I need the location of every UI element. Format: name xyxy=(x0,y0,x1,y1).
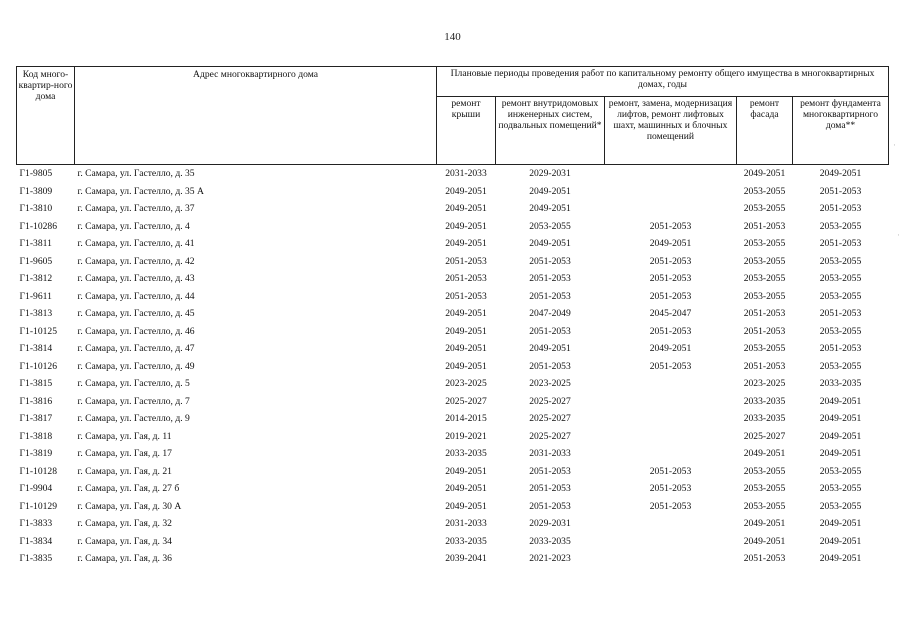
cell-address: г. Самара, ул. Гастелло, д. 7 xyxy=(77,395,190,407)
cell-engineering: 2025-2027 xyxy=(529,413,571,425)
table-row xyxy=(17,270,889,288)
cell-foundation: 2053-2055 xyxy=(819,465,862,477)
table-body xyxy=(17,165,889,568)
cell-foundation: 2049-2051 xyxy=(819,535,862,547)
cell-foundation: 2053-2055 xyxy=(819,483,862,495)
cell-facade: 2053-2055 xyxy=(743,465,786,477)
cell-lifts xyxy=(605,393,737,411)
cell-facade: 2051-2053 xyxy=(743,220,786,232)
cell-roof: 2049-2051 xyxy=(445,500,487,512)
cell-facade: 2053-2055 xyxy=(743,203,786,215)
cell-roof: 2049-2051 xyxy=(445,325,487,337)
cell-address: г. Самара, ул. Гая, д. 17 xyxy=(77,448,172,460)
cell-address: г. Самара, ул. Гастелло, д. 42 xyxy=(77,255,195,267)
table-row xyxy=(17,428,889,446)
table-row xyxy=(17,445,889,463)
cell-engineering: 2051-2053 xyxy=(529,290,571,302)
cell-address: г. Самара, ул. Гастелло, д. 49 xyxy=(77,360,195,372)
cell-address: г. Самара, ул. Гастелло, д. 45 xyxy=(77,308,195,320)
cell-code: Г1-9611 xyxy=(19,290,52,302)
cell-foundation: 2049-2051 xyxy=(819,168,862,180)
cell-lifts xyxy=(605,200,737,218)
cell-facade: 2053-2055 xyxy=(743,483,786,495)
cell-foundation: 2051-2053 xyxy=(819,308,862,320)
cell-address: г. Самара, ул. Гастелло, д. 41 xyxy=(77,238,195,250)
header-engineering: ремонт внутридомовых инженерных систем, подвальных помещений* xyxy=(496,97,605,165)
table-row xyxy=(17,463,889,481)
cell-facade: 2053-2055 xyxy=(743,500,786,512)
cell-facade: 2051-2053 xyxy=(743,553,786,565)
cell-foundation: 2049-2051 xyxy=(819,553,862,565)
table-row xyxy=(17,165,889,183)
cell-roof: 2031-2033 xyxy=(445,168,487,180)
cell-engineering: 2051-2053 xyxy=(529,255,571,267)
cell-roof: 2049-2051 xyxy=(445,203,487,215)
cell-address: г. Самара, ул. Гастелло, д. 46 xyxy=(77,325,195,337)
cell-code: Г1-3818 xyxy=(19,430,53,442)
header-code: Код много-квартир-ного дома xyxy=(17,67,75,165)
cell-roof: 2049-2051 xyxy=(445,220,487,232)
cell-engineering: 2021-2023 xyxy=(529,553,571,565)
header-roof: ремонт крыши xyxy=(437,97,496,165)
table-row xyxy=(17,393,889,411)
cell-address: г. Самара, ул. Гастелло, д. 5 xyxy=(77,378,190,390)
table-row xyxy=(17,533,889,551)
cell-roof: 2049-2051 xyxy=(445,343,487,355)
cell-engineering: 2049-2051 xyxy=(529,238,571,250)
cell-engineering: 2051-2053 xyxy=(529,500,571,512)
cell-foundation: 2049-2051 xyxy=(819,395,862,407)
cell-roof: 2049-2051 xyxy=(445,308,487,320)
cell-facade: 2033-2035 xyxy=(743,395,786,407)
cell-lifts: 2049-2051 xyxy=(649,343,692,355)
cell-roof: 2049-2051 xyxy=(445,483,487,495)
cell-foundation: 2053-2055 xyxy=(819,255,862,267)
cell-lifts xyxy=(605,183,737,201)
cell-engineering: 2051-2053 xyxy=(529,273,571,285)
table-row xyxy=(17,358,889,376)
cell-roof: 2051-2053 xyxy=(445,255,487,267)
table-row xyxy=(17,218,889,236)
header-lifts: ремонт, замена, модернизация лифтов, ремонт лифтовых шахт, машинных и блочных помещений xyxy=(605,97,737,165)
cell-lifts: 2051-2053 xyxy=(649,465,692,477)
cell-code: Г1-3810 xyxy=(19,203,53,215)
header-facade: ремонт фасада xyxy=(737,97,793,165)
table-row xyxy=(17,288,889,306)
cell-facade: 2053-2055 xyxy=(743,238,786,250)
cell-code: Г1-3834 xyxy=(19,535,53,547)
page-number: 140 xyxy=(444,31,461,43)
cell-facade: 2049-2051 xyxy=(743,518,786,530)
cell-address: г. Самара, ул. Гая, д. 34 xyxy=(77,535,172,547)
cell-foundation: 2049-2051 xyxy=(819,518,862,530)
cell-foundation: 2053-2055 xyxy=(819,500,862,512)
cell-roof: 2049-2051 xyxy=(445,360,487,372)
cell-code: Г1-10128 xyxy=(19,465,58,477)
cell-foundation: 2051-2053 xyxy=(819,203,862,215)
cell-engineering: 2051-2053 xyxy=(529,483,571,495)
repair-schedule-table xyxy=(16,66,889,568)
cell-lifts: 2051-2053 xyxy=(649,483,692,495)
cell-engineering: 2051-2053 xyxy=(529,325,571,337)
cell-address: г. Самара, ул. Гастелло, д. 43 xyxy=(77,273,195,285)
cell-code: Г1-10125 xyxy=(19,325,58,337)
cell-engineering: 2025-2027 xyxy=(529,430,571,442)
cell-address: г. Самара, ул. Гая, д. 21 xyxy=(77,465,172,477)
cell-facade: 2051-2053 xyxy=(743,360,786,372)
cell-foundation: 2051-2053 xyxy=(819,238,862,250)
cell-facade: 2049-2051 xyxy=(743,535,786,547)
cell-code: Г1-9605 xyxy=(19,255,53,267)
cell-lifts xyxy=(605,165,737,183)
cell-address: г. Самара, ул. Гастелло, д. 4 xyxy=(77,220,190,232)
cell-lifts: 2051-2053 xyxy=(649,255,692,267)
cell-facade: 2053-2055 xyxy=(743,290,786,302)
cell-lifts xyxy=(605,410,737,428)
cell-lifts xyxy=(605,428,737,446)
cell-roof: 2051-2053 xyxy=(445,273,487,285)
cell-foundation: 2053-2055 xyxy=(819,360,862,372)
cell-address: г. Самара, ул. Гая, д. 36 xyxy=(77,553,172,565)
cell-facade: 2053-2055 xyxy=(743,343,786,355)
cell-lifts xyxy=(605,533,737,551)
cell-foundation: 2053-2055 xyxy=(819,325,862,337)
cell-address: г. Самара, ул. Гая, д. 32 xyxy=(77,518,172,530)
cell-lifts: 2051-2053 xyxy=(649,273,692,285)
cell-engineering: 2031-2033 xyxy=(529,448,571,460)
cell-code: Г1-10129 xyxy=(19,500,58,512)
cell-facade: 2049-2051 xyxy=(743,448,786,460)
cell-address: г. Самара, ул. Гая, д. 27 б xyxy=(77,483,180,495)
cell-engineering: 2049-2051 xyxy=(529,343,571,355)
cell-engineering: 2053-2055 xyxy=(529,220,571,232)
scan-artifact: · xyxy=(893,140,896,150)
table-row xyxy=(17,183,889,201)
cell-foundation: 2053-2055 xyxy=(819,290,862,302)
cell-facade: 2023-2025 xyxy=(743,378,786,390)
cell-address: г. Самара, ул. Гастелло, д. 35 А xyxy=(77,185,204,197)
cell-address: г. Самара, ул. Гая, д. 11 xyxy=(77,430,172,442)
cell-engineering: 2029-2031 xyxy=(529,168,571,180)
table-row xyxy=(17,410,889,428)
cell-code: Г1-3809 xyxy=(19,185,53,197)
cell-engineering: 2051-2053 xyxy=(529,360,571,372)
scan-artifact: · xyxy=(897,230,900,240)
cell-lifts: 2051-2053 xyxy=(649,360,692,372)
cell-roof: 2039-2041 xyxy=(445,553,487,565)
table-row xyxy=(17,253,889,271)
cell-foundation: 2049-2051 xyxy=(819,448,862,460)
table-row xyxy=(17,323,889,341)
cell-address: г. Самара, ул. Гастелло, д. 37 xyxy=(77,203,195,215)
table-row xyxy=(17,480,889,498)
table-row xyxy=(17,375,889,393)
cell-address: г. Самара, ул. Гая, д. 30 А xyxy=(77,500,182,512)
cell-roof: 2014-2015 xyxy=(445,413,487,425)
cell-lifts xyxy=(605,375,737,393)
cell-lifts: 2045-2047 xyxy=(649,308,692,320)
cell-engineering: 2047-2049 xyxy=(529,308,571,320)
cell-code: Г1-3812 xyxy=(19,273,53,285)
cell-facade: 2051-2053 xyxy=(743,325,786,337)
cell-lifts: 2051-2053 xyxy=(649,220,692,232)
cell-code: Г1-3835 xyxy=(19,553,53,565)
cell-lifts: 2051-2053 xyxy=(649,325,692,337)
cell-code: Г1-3811 xyxy=(19,238,52,250)
cell-address: г. Самара, ул. Гастелло, д. 47 xyxy=(77,343,195,355)
table-row xyxy=(17,235,889,253)
table-row xyxy=(17,305,889,323)
cell-roof: 2049-2051 xyxy=(445,465,487,477)
cell-address: г. Самара, ул. Гастелло, д. 35 xyxy=(77,168,195,180)
cell-facade: 2025-2027 xyxy=(743,430,786,442)
cell-facade: 2053-2055 xyxy=(743,255,786,267)
table-row xyxy=(17,340,889,358)
table-header xyxy=(17,67,889,165)
cell-code: Г1-9805 xyxy=(19,168,53,180)
cell-code: Г1-3817 xyxy=(19,413,53,425)
table-row xyxy=(17,550,889,568)
cell-facade: 2051-2053 xyxy=(743,308,786,320)
table-row xyxy=(17,200,889,218)
cell-foundation: 2049-2051 xyxy=(819,413,862,425)
cell-code: Г1-10286 xyxy=(19,220,58,232)
cell-code: Г1-3833 xyxy=(19,518,53,530)
table-row xyxy=(17,515,889,533)
cell-code: Г1-3816 xyxy=(19,395,53,407)
cell-engineering: 2023-2025 xyxy=(529,378,571,390)
cell-lifts: 2051-2053 xyxy=(649,290,692,302)
cell-engineering: 2029-2031 xyxy=(529,518,571,530)
cell-roof: 2019-2021 xyxy=(445,430,487,442)
cell-foundation: 2053-2055 xyxy=(819,273,862,285)
cell-roof: 2049-2051 xyxy=(445,185,487,197)
cell-foundation: 2051-2053 xyxy=(819,185,862,197)
cell-lifts xyxy=(605,550,737,568)
cell-roof: 2031-2033 xyxy=(445,518,487,530)
cell-address: г. Самара, ул. Гастелло, д. 44 xyxy=(77,290,195,302)
cell-foundation: 2051-2053 xyxy=(819,343,862,355)
cell-lifts xyxy=(605,515,737,533)
cell-engineering: 2033-2035 xyxy=(529,535,571,547)
cell-lifts xyxy=(605,445,737,463)
cell-foundation: 2049-2051 xyxy=(819,430,862,442)
cell-facade: 2053-2055 xyxy=(743,273,786,285)
header-planned-periods: Плановые периоды проведения работ по капитальному ремонту общего имущества в многоквартирных домах, годы xyxy=(437,67,889,97)
cell-code: Г1-10126 xyxy=(19,360,58,372)
cell-roof: 2023-2025 xyxy=(445,378,487,390)
cell-facade: 2049-2051 xyxy=(743,168,786,180)
header-address: Адрес многоквартирного дома xyxy=(75,67,437,165)
cell-lifts: 2049-2051 xyxy=(649,238,692,250)
cell-lifts: 2051-2053 xyxy=(649,500,692,512)
cell-address: г. Самара, ул. Гастелло, д. 9 xyxy=(77,413,190,425)
cell-code: Г1-3814 xyxy=(19,343,53,355)
table-row xyxy=(17,498,889,516)
cell-roof: 2051-2053 xyxy=(445,290,487,302)
cell-engineering: 2051-2053 xyxy=(529,465,571,477)
cell-facade: 2033-2035 xyxy=(743,413,786,425)
cell-foundation: 2053-2055 xyxy=(819,220,862,232)
cell-roof: 2033-2035 xyxy=(445,448,487,460)
cell-code: Г1-3815 xyxy=(19,378,53,390)
cell-engineering: 2049-2051 xyxy=(529,203,571,215)
cell-engineering: 2049-2051 xyxy=(529,185,571,197)
cell-facade: 2053-2055 xyxy=(743,185,786,197)
cell-roof: 2025-2027 xyxy=(445,395,487,407)
cell-engineering: 2025-2027 xyxy=(529,395,571,407)
cell-code: Г1-3813 xyxy=(19,308,53,320)
cell-roof: 2033-2035 xyxy=(445,535,487,547)
cell-code: Г1-9904 xyxy=(19,483,53,495)
cell-roof: 2049-2051 xyxy=(445,238,487,250)
header-foundation: ремонт фундамента многоквартирного дома** xyxy=(793,97,889,165)
cell-code: Г1-3819 xyxy=(19,448,53,460)
cell-foundation: 2033-2035 xyxy=(819,378,862,390)
